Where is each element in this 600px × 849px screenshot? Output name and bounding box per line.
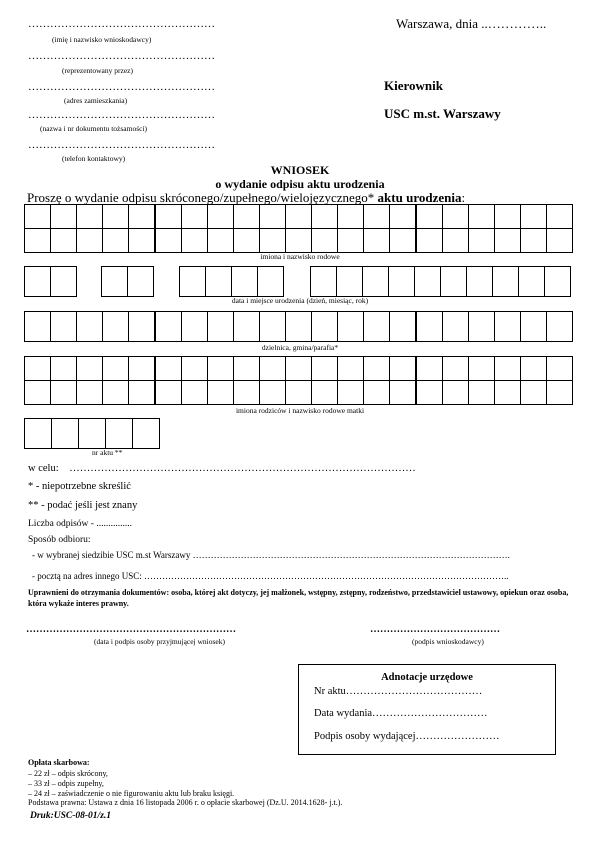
represented-by-line[interactable]: …………………………………………… [28, 50, 215, 62]
parents-letter-box[interactable] [285, 380, 312, 405]
form-code: Druk:USC-08-01/z.1 [30, 811, 112, 821]
parents-letter-box[interactable] [442, 356, 469, 381]
parents-caption: imiona rodziców i nazwisko rodowe matki [235, 406, 365, 415]
parents-letter-box[interactable] [416, 380, 443, 405]
fees-title: Opłata skarbowa: [28, 758, 90, 767]
clerk-signature-caption: (data i podpis osoby przyjmującej wniosek) [94, 637, 226, 646]
parents-letter-box[interactable] [337, 356, 364, 381]
date-place-caption: data i miejsce urodzenia (dzień, miesiąc, rok) [231, 296, 369, 305]
form-title: WNIOSEK [270, 163, 330, 177]
name-letter-box[interactable] [546, 204, 573, 229]
district-letter-box[interactable] [102, 311, 129, 342]
applicant-signature-line[interactable]: ………………………………… [370, 624, 500, 635]
name-letter-box[interactable] [76, 204, 103, 229]
name-letter-box[interactable] [468, 228, 495, 253]
district-letter-box[interactable] [155, 311, 182, 342]
name-letter-box[interactable] [102, 204, 129, 229]
district-letter-box[interactable] [24, 311, 51, 342]
name-letter-box[interactable] [102, 228, 129, 253]
parents-letter-box[interactable] [546, 380, 573, 405]
name-letter-box[interactable] [24, 204, 51, 229]
parents-letter-box[interactable] [311, 356, 338, 381]
place-letter-box[interactable] [336, 266, 363, 297]
parents-letter-box[interactable] [285, 356, 312, 381]
parents-letter-box[interactable] [155, 380, 182, 405]
parents-letter-box[interactable] [181, 380, 208, 405]
name-letter-box[interactable] [50, 204, 77, 229]
phone-caption: (telefon kontaktowy) [62, 154, 126, 163]
represented-by-caption: (reprezentowany przez) [62, 66, 133, 75]
parents-letter-box[interactable] [207, 356, 234, 381]
parents-letter-box[interactable] [76, 356, 103, 381]
official-act-number[interactable]: Nr aktu………………………………… [314, 686, 483, 697]
pickup-option-office[interactable]: - w wybranej siedzibie USC m.st Warszawy ……………………………………………………………………………………………. [32, 550, 510, 560]
names-caption: imiona i nazwisko rodowe [260, 252, 340, 261]
parents-letter-box[interactable] [50, 380, 77, 405]
district-letter-box[interactable] [416, 311, 443, 342]
name-letter-box[interactable] [128, 204, 155, 229]
parents-letter-box[interactable] [207, 380, 234, 405]
name-letter-box[interactable] [389, 204, 416, 229]
name-letter-box[interactable] [468, 204, 495, 229]
recipient-office: USC m.st. Warszawy [384, 106, 501, 121]
purpose-label: w celu: [28, 463, 59, 474]
name-letter-box[interactable] [285, 228, 312, 253]
year-box[interactable] [179, 266, 206, 297]
name-letter-box[interactable] [76, 228, 103, 253]
act-number-box[interactable] [24, 418, 52, 449]
year-box[interactable] [257, 266, 284, 297]
address-caption: (adres zamieszkania) [64, 96, 128, 105]
parents-letter-box[interactable] [546, 356, 573, 381]
district-letter-box[interactable] [50, 311, 77, 342]
district-letter-box[interactable] [546, 311, 573, 342]
name-letter-box[interactable] [128, 228, 155, 253]
parents-letter-box[interactable] [24, 356, 51, 381]
district-letter-box[interactable] [468, 311, 495, 342]
parents-letter-box[interactable] [520, 356, 547, 381]
name-letter-box[interactable] [233, 228, 260, 253]
parents-letter-box[interactable] [520, 380, 547, 405]
name-letter-box[interactable] [311, 228, 338, 253]
place-letter-box[interactable] [466, 266, 493, 297]
place-letter-box[interactable] [518, 266, 545, 297]
fee-full: – 33 zł – odpis zupełny, [28, 779, 104, 788]
act-number-box[interactable] [51, 418, 79, 449]
district-letter-box[interactable] [520, 311, 547, 342]
name-letter-box[interactable] [494, 204, 521, 229]
parents-letter-box[interactable] [416, 356, 443, 381]
pickup-option-post[interactable]: - pocztą na adres innego USC: ………………………………………………………………………………………………………….. [32, 571, 509, 581]
name-letter-box[interactable] [50, 228, 77, 253]
parents-letter-box[interactable] [181, 356, 208, 381]
parents-letter-box[interactable] [128, 380, 155, 405]
clerk-signature-line[interactable]: ……………………………………………………… [26, 624, 236, 635]
name-letter-box[interactable] [259, 204, 286, 229]
parents-letter-box[interactable] [24, 380, 51, 405]
address-line[interactable]: …………………………………………… [28, 81, 215, 93]
name-letter-box[interactable] [416, 204, 443, 229]
official-title: Adnotacje urzędowe [381, 672, 473, 683]
applicant-signature-caption: (podpis wnioskodawcy) [412, 637, 484, 646]
name-letter-box[interactable] [416, 228, 443, 253]
name-letter-box[interactable] [181, 228, 208, 253]
place-letter-box[interactable] [388, 266, 415, 297]
name-letter-box[interactable] [207, 204, 234, 229]
district-letter-box[interactable] [494, 311, 521, 342]
name-letter-box[interactable] [337, 204, 364, 229]
month-box[interactable] [101, 266, 128, 297]
name-letter-box[interactable] [259, 228, 286, 253]
name-letter-box[interactable] [337, 228, 364, 253]
place-letter-box[interactable] [492, 266, 519, 297]
parents-letter-box[interactable] [259, 380, 286, 405]
note-2: ** - podać jeśli jest znany [28, 500, 138, 511]
district-letter-box[interactable] [311, 311, 338, 342]
name-letter-box[interactable] [520, 228, 547, 253]
parents-letter-box[interactable] [337, 380, 364, 405]
request-text-bold: aktu urodzenia [374, 190, 462, 205]
act-number-box[interactable] [132, 418, 160, 449]
applicant-name-line[interactable]: …………………………………………… [28, 18, 215, 30]
parents-letter-box[interactable] [50, 356, 77, 381]
district-letter-box[interactable] [285, 311, 312, 342]
year-box[interactable] [205, 266, 232, 297]
district-letter-box[interactable] [442, 311, 469, 342]
place-letter-box[interactable] [362, 266, 389, 297]
note-1: * - niepotrzebne skreślić [28, 481, 131, 492]
district-caption: dzielnica, gmina/parafia* [261, 343, 339, 352]
place-letter-box[interactable] [414, 266, 441, 297]
official-issuer-signature[interactable]: Podpis osoby wydającej…………………… [314, 731, 500, 742]
parents-letter-box[interactable] [233, 380, 260, 405]
purpose-row [28, 463, 416, 474]
day-box[interactable] [50, 266, 77, 297]
district-letter-box[interactable] [76, 311, 103, 342]
parents-letter-box[interactable] [128, 356, 155, 381]
pickup-title: Sposób odbioru: [28, 535, 91, 545]
act-number-box[interactable] [105, 418, 133, 449]
name-letter-box[interactable] [389, 228, 416, 253]
fee-legal-basis: Podstawa prawna: Ustawa z dnia 16 listopada 2006 r. o opłacie skarbowej (Dz.U. 2014.1628- j.t.). [28, 798, 343, 807]
phone-line[interactable]: …………………………………………… [28, 139, 215, 151]
recipient-title: Kierownik [384, 78, 443, 93]
parents-letter-box[interactable] [363, 380, 390, 405]
name-letter-box[interactable] [233, 204, 260, 229]
district-letter-box[interactable] [233, 311, 260, 342]
name-letter-box[interactable] [311, 204, 338, 229]
name-letter-box[interactable] [494, 228, 521, 253]
name-letter-box[interactable] [442, 204, 469, 229]
day-box[interactable] [24, 266, 51, 297]
official-annotations-box [298, 664, 556, 755]
name-letter-box[interactable] [207, 228, 234, 253]
request-text-end: : [461, 190, 466, 205]
parents-letter-box[interactable] [311, 380, 338, 405]
place-letter-box[interactable] [440, 266, 467, 297]
name-letter-box[interactable] [363, 204, 390, 229]
parents-letter-box[interactable] [76, 380, 103, 405]
district-letter-box[interactable] [259, 311, 286, 342]
fee-certificate: – 24 zł – zaświadczenie o nie figurowaniu aktu lub braku księgi. [28, 789, 235, 798]
act-number-caption: nr aktu ** [92, 448, 123, 457]
place-letter-box[interactable] [310, 266, 337, 297]
applicant-name-caption: (imię i nazwisko wnioskodawcy) [52, 35, 152, 44]
name-letter-box[interactable] [181, 204, 208, 229]
parents-letter-box[interactable] [102, 380, 129, 405]
month-box[interactable] [127, 266, 154, 297]
parents-letter-box[interactable] [468, 356, 495, 381]
parents-letter-box[interactable] [259, 356, 286, 381]
name-letter-box[interactable] [155, 228, 182, 253]
name-letter-box[interactable] [442, 228, 469, 253]
parents-letter-box[interactable] [494, 380, 521, 405]
place-letter-box[interactable] [544, 266, 571, 297]
name-letter-box[interactable] [155, 204, 182, 229]
id-document-line[interactable]: …………………………………………… [28, 109, 215, 121]
parents-letter-box[interactable] [389, 356, 416, 381]
id-document-caption: (nazwa i nr dokumentu tożsamości) [40, 124, 148, 133]
parents-letter-box[interactable] [155, 356, 182, 381]
district-letter-box[interactable] [181, 311, 208, 342]
district-letter-box[interactable] [207, 311, 234, 342]
entitled-persons: Uprawnieni do otrzymania dokumentów: osoba, której akt dotyczy, jej małżonek, wstępny, zstępny, rodzeństwo, przedstawiciel ustawowy, opiekun oraz osoba, która wykaże interes prawny. [28, 588, 569, 608]
name-letter-box[interactable] [24, 228, 51, 253]
name-letter-box[interactable] [520, 204, 547, 229]
name-letter-box[interactable] [363, 228, 390, 253]
parents-letter-box[interactable] [363, 356, 390, 381]
fee-short: – 22 zł – odpis skrócony, [28, 769, 108, 778]
parents-letter-box[interactable] [494, 356, 521, 381]
purpose-line[interactable]: ……………………………………………………………………………………… [69, 463, 416, 474]
year-box[interactable] [231, 266, 258, 297]
name-letter-box[interactable] [546, 228, 573, 253]
district-letter-box[interactable] [389, 311, 416, 342]
official-issue-date[interactable]: Data wydania…………………………… [314, 708, 488, 719]
district-letter-box[interactable] [363, 311, 390, 342]
parents-letter-box[interactable] [102, 356, 129, 381]
place-date[interactable]: Warszawa, dnia ..………….. [396, 16, 547, 31]
name-letter-box[interactable] [285, 204, 312, 229]
act-number-box[interactable] [78, 418, 106, 449]
parents-letter-box[interactable] [442, 380, 469, 405]
parents-letter-box[interactable] [468, 380, 495, 405]
district-letter-box[interactable] [337, 311, 364, 342]
district-letter-box[interactable] [128, 311, 155, 342]
request-text-main: Proszę o wydanie odpisu skróconego/zupełnego/wielojęzycznego* [27, 190, 375, 205]
parents-letter-box[interactable] [389, 380, 416, 405]
form-subtitle: o wydanie odpisu aktu urodzenia [215, 177, 385, 191]
parents-letter-box[interactable] [233, 356, 260, 381]
copies-count[interactable]: Liczba odpisów - ............... [28, 519, 132, 529]
